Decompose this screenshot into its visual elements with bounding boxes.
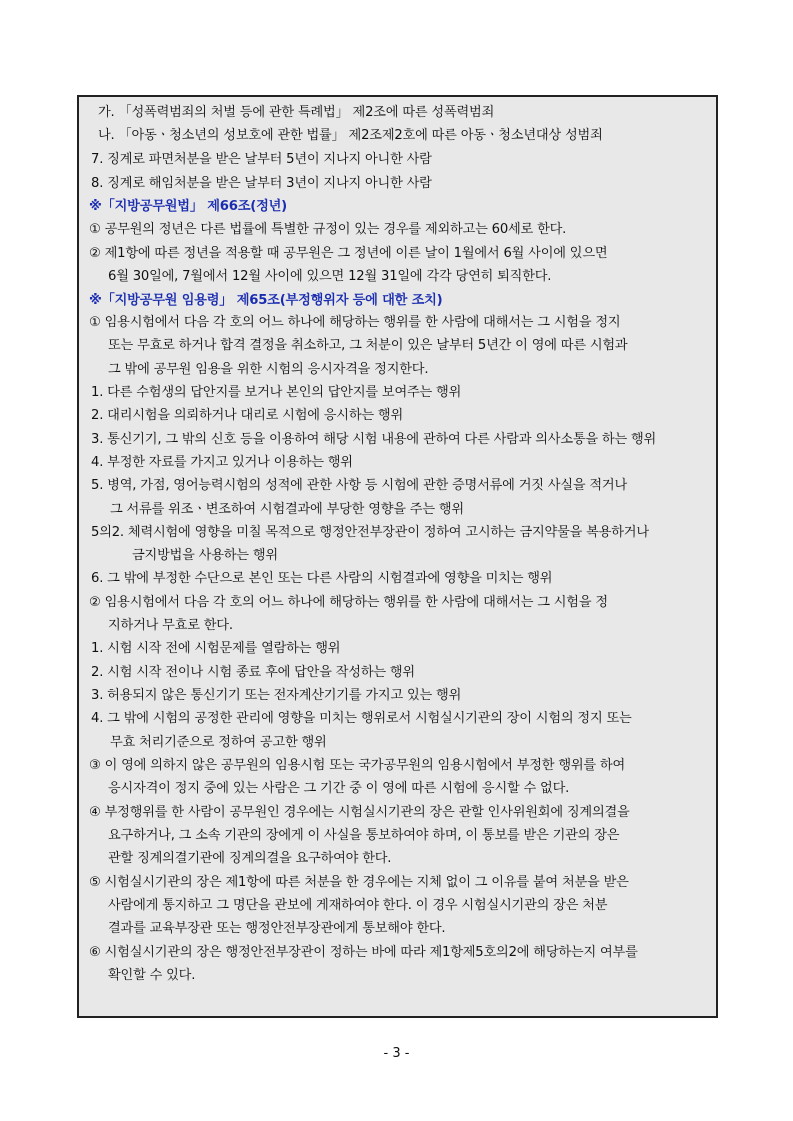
text-line: ② 임용시험에서 다음 각 호의 어느 하나에 해당하는 행위를 한 사람에 대해서는 그 시험을 정 bbox=[89, 595, 608, 610]
text-line: 결과를 교육부장관 또는 행정안전부장관에게 통보해야 한다. bbox=[108, 921, 446, 936]
text-line: 관할 징계의결기관에 징계의결을 요구하여야 한다. bbox=[108, 851, 392, 866]
text-line: 5의2. 체력시험에 영향을 미칠 목적으로 행정안전부장관이 정하여 고시하는 금지약물을 복용하거나 bbox=[91, 525, 649, 540]
text-line: ⑥ 시험실시기관의 장은 행정안전부장관이 정하는 바에 따라 제1항제5호의2에 해당하는지 여부를 bbox=[89, 945, 638, 960]
text-line: 2. 시험 시작 전이나 시험 종료 후에 답안을 작성하는 행위 bbox=[91, 665, 415, 680]
text-line: 6. 그 밖에 부정한 수단으로 본인 또는 다른 사람의 시험결과에 영향을 미치는 행위 bbox=[91, 571, 553, 586]
text-line: 3. 허용되지 않은 통신기기 또는 전자계산기기를 가지고 있는 행위 bbox=[91, 688, 462, 703]
text-line: ② 제1항에 따른 정년을 적용할 때 공무원은 그 정년에 이른 날이 1월에서 6월 사이에 있으면 bbox=[89, 246, 608, 261]
text-line: ① 공무원의 정년은 다른 법률에 특별한 규정이 있는 경우를 제외하고는 60세로 한다. bbox=[89, 222, 567, 237]
text-line: 나. 「아동ㆍ청소년의 성보호에 관한 법률」 제2조제2호에 따른 아동ㆍ청소년대상 성범죄 bbox=[98, 128, 603, 143]
text-line: ③ 이 영에 의하지 않은 공무원의 임용시험 또는 국가공무원의 임용시험에서 부정한 행위를 하여 bbox=[89, 758, 626, 773]
section-heading: ※「지방공무원법」 제66조(정년) bbox=[89, 199, 287, 214]
text-line: 요구하거나, 그 소속 기관의 장에게 이 사실을 통보하여야 하며, 이 통보를 받은 기관의 장은 bbox=[108, 828, 620, 843]
page-number: - 3 - bbox=[383, 1046, 410, 1061]
text-line: 가. 「성폭력범죄의 처벌 등에 관한 특례법」 제2조에 따른 성폭력범죄 bbox=[98, 105, 495, 120]
text-line: 4. 부정한 자료를 가지고 있거나 이용하는 행위 bbox=[91, 455, 353, 470]
text-line: 그 밖에 공무원 임용을 위한 시험의 응시자격을 정지한다. bbox=[108, 362, 429, 377]
text-line: ① 임용시험에서 다음 각 호의 어느 하나에 해당하는 행위를 한 사람에 대해서는 그 시험을 정지 bbox=[89, 315, 621, 330]
text-line: ④ 부정행위를 한 사람이 공무원인 경우에는 시험실시기관의 장은 관할 인사위원회에 징계의결을 bbox=[89, 805, 630, 820]
text-line: 6월 30일에, 7월에서 12월 사이에 있으면 12월 31일에 각각 당연히 퇴직한다. bbox=[108, 269, 552, 284]
text-line: ⑤ 시험실시기관의 장은 제1항에 따른 처분을 한 경우에는 지체 없이 그 이유를 붙여 처분을 받은 bbox=[89, 875, 629, 890]
text-line: 확인할 수 있다. bbox=[108, 968, 196, 983]
text-line: 1. 다른 수험생의 답안지를 보거나 본인의 답안지를 보여주는 행위 bbox=[91, 385, 462, 400]
text-line: 그 서류를 위조ㆍ변조하여 시험결과에 부당한 영향을 주는 행위 bbox=[110, 502, 464, 517]
text-line: 지하거나 무효로 한다. bbox=[108, 618, 233, 633]
text-line: 또는 무효로 하거나 합격 결정을 취소하고, 그 처분이 있은 날부터 5년간 이 영에 따른 시험과 bbox=[108, 338, 628, 353]
text-line: 7. 징계로 파면처분을 받은 날부터 5년이 지나지 아니한 사람 bbox=[91, 152, 432, 167]
text-line: 8. 징계로 해임처분을 받은 날부터 3년이 지나지 아니한 사람 bbox=[91, 176, 432, 191]
text-line: 사람에게 통지하고 그 명단을 관보에 게재하여야 한다. 이 경우 시험실시기관의 장은 처분 bbox=[108, 898, 608, 913]
text-line: 2. 대리시험을 의뢰하거나 대리로 시험에 응시하는 행위 bbox=[91, 408, 403, 423]
text-line: 응시자격이 정지 중에 있는 사람은 그 기간 중 이 영에 따른 시험에 응시할 수 없다. bbox=[108, 781, 570, 796]
text-line: 금지방법을 사용하는 행위 bbox=[132, 548, 278, 563]
text-line: 무효 처리기준으로 정하여 공고한 행위 bbox=[110, 735, 327, 750]
text-line: 4. 그 밖에 시험의 공정한 관리에 영향을 미치는 행위로서 시험실시기관의 장이 시험의 정지 또는 bbox=[91, 711, 632, 726]
text-line: 5. 병역, 가점, 영어능력시험의 성적에 관한 사항 등 시험에 관한 증명서류에 거짓 사실을 적거나 bbox=[91, 478, 628, 493]
text-line: 3. 통신기기, 그 밖의 신호 등을 이용하여 해당 시험 내용에 관하여 다른 사람과 의사소통을 하는 행위 bbox=[91, 432, 657, 447]
section-heading: ※「지방공무원 임용령」 제65조(부정행위자 등에 대한 조치) bbox=[89, 293, 443, 308]
text-line: 1. 시험 시작 전에 시험문제를 열람하는 행위 bbox=[91, 641, 341, 656]
